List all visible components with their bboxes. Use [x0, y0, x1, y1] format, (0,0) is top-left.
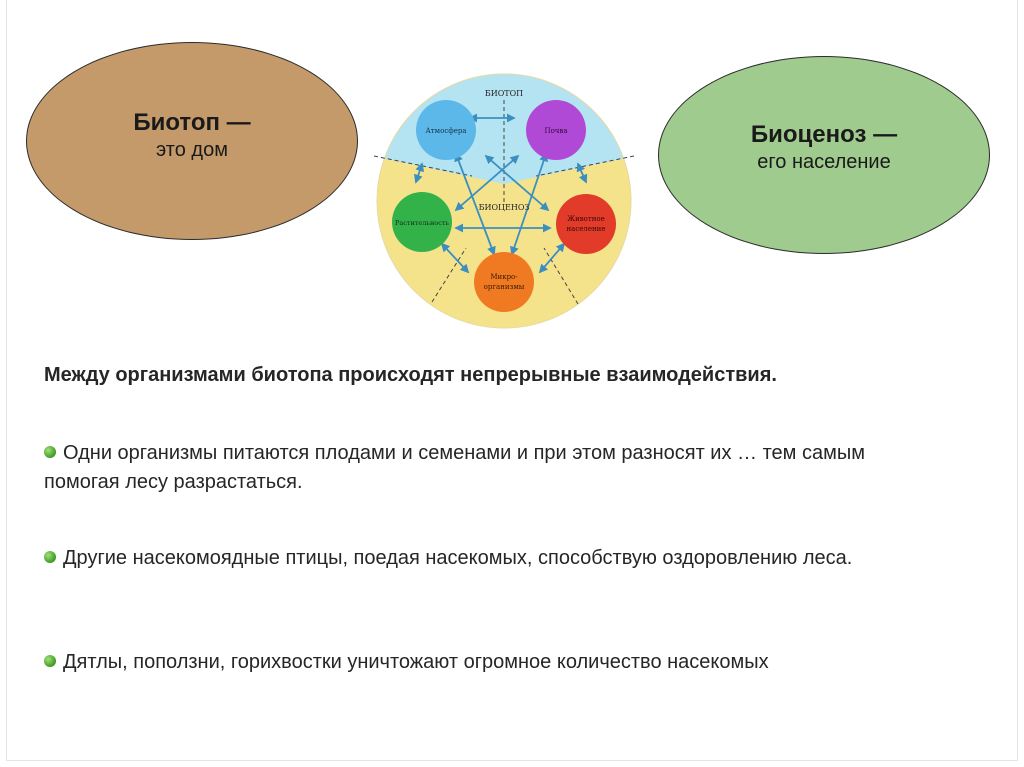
green-bullet-icon: [44, 551, 56, 563]
biotope-subtitle: это дом: [156, 139, 228, 161]
microbes-label-line1: Микро-: [490, 273, 518, 281]
bullet-text-2: Другие насекомоядные птицы, поедая насекомых, способствую оздоровлению леса.: [63, 547, 853, 569]
green-bullet-icon: [44, 655, 56, 667]
microbes-label-line2: организмы: [483, 283, 525, 291]
animals-node: [556, 194, 616, 254]
animals-label-line2: население: [566, 225, 606, 233]
green-bullet-icon: [44, 446, 56, 458]
bullet-item-2: [44, 544, 944, 573]
bullet-text-3: Дятлы, поползни, горихвостки уничтожают огромное количество насекомых: [63, 651, 769, 673]
atmosphere-label: Атмосфера: [425, 127, 467, 135]
bullet-item-3: [44, 648, 944, 677]
biocenosis-title: Биоценоз —: [750, 121, 898, 148]
biotope-title: Биотоп —: [133, 109, 251, 136]
biocenosis-oval: [658, 56, 990, 254]
bullet-item-1: [44, 439, 944, 497]
slide-heading: Между организмами биотопа происходят непрерывные взаимодействия.: [44, 364, 777, 386]
biocenosis-label: БИОЦЕНОЗ: [478, 203, 530, 212]
vegetation-label: Растительность: [395, 219, 449, 227]
biotope-label: БИОТОП: [484, 89, 524, 98]
bullet-text-1: Одни организмы питаются плодами и семенами и при этом разносят их … тем самым помогая лесу разрастаться.: [44, 442, 865, 493]
animals-label-line1: Животное: [567, 215, 605, 223]
biotope-oval: [26, 42, 358, 240]
biotope-biocenosis-diagram: [372, 72, 636, 330]
microbes-node: [474, 252, 534, 312]
biocenosis-subtitle: его население: [757, 151, 891, 173]
soil-label: Почва: [544, 127, 568, 135]
